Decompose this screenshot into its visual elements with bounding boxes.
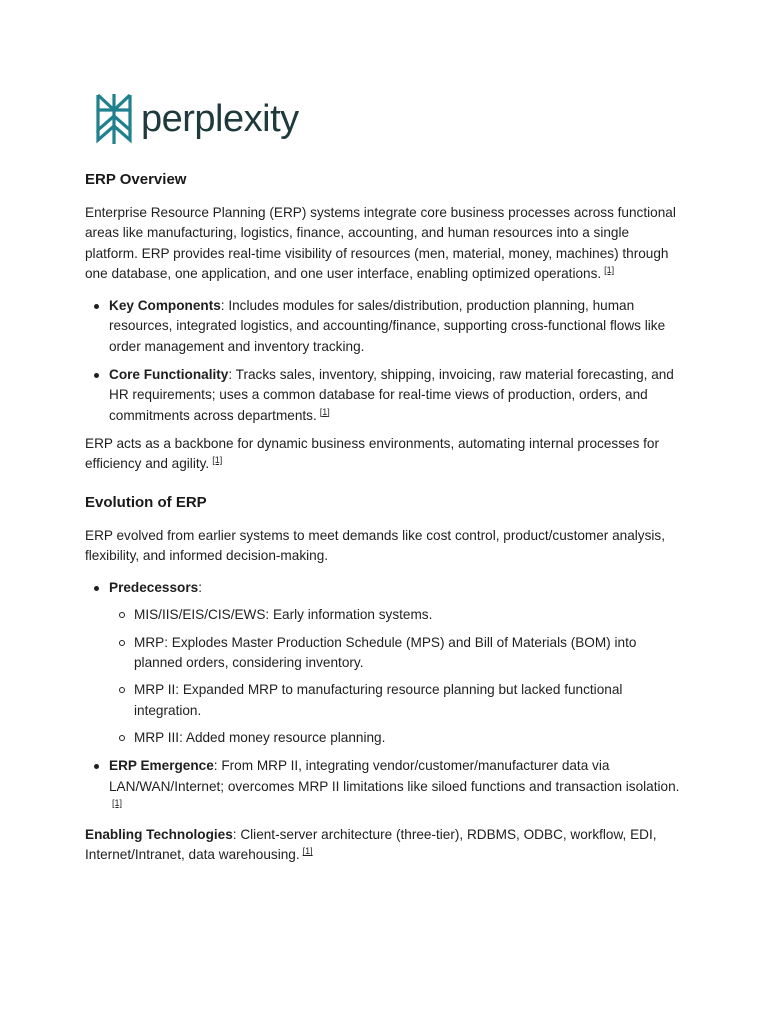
list-item [109,756,685,817]
overview-bullet-list [85,296,685,426]
list-item [109,365,685,426]
list-item: MRP III: Added money resource planning. [134,728,685,748]
answer-content [85,170,685,878]
overview-intro: Enterprise Resource Planning (ERP) systems integrate core business processes across functional areas like manufacturing, logistics, finance, accounting, and human resources into a single platform. ERP provides real-time visibility of resources (men, material, money, machines) through one database, one application, and one user interface, enabling optimized operations. [1] [85,205,676,281]
list-item: Predecessors: MIS/IIS/EIS/CIS/EWS: Early information systems. MRP: Explodes Master Production Schedule (MPS) and Bill of Materials (BOM) into planned orders, considering inventory. MRP II: Expanded MRP to manufacturing resource planning but lacked functional integration. MRP III: Added money resource planning. [109,578,685,748]
bullet-label: Core Functionality [109,367,229,383]
perplexity-logo [93,92,299,146]
evolution-intro: ERP evolved from earlier systems to meet demands like cost control, product/customer analysis, flexibility, and informed decision-making. [85,527,665,563]
perplexity-logo-icon [93,92,135,146]
overview-heading: ERP Overview [85,171,187,188]
list-item [109,296,685,357]
list-item: MRP: Explodes Master Production Schedule (MPS) and Bill of Materials (BOM) into planned orders, considering inventory. [134,633,685,674]
paragraph-label: Enabling Technologies [85,827,233,843]
bullet-label: Key Components [109,298,221,314]
citation-link[interactable]: [1] [212,455,223,466]
bullet-label: ERP Emergence [109,758,214,774]
evolution-bullet-list [85,578,685,817]
brand-name: perplexity [141,98,299,140]
citation-link[interactable]: [1] [302,846,313,857]
enabling-technologies: Enabling Technologies: Client-server architecture (three-tier), RDBMS, ODBC, workflow, EDI, Internet/Intranet, data warehousing. [1] [85,827,657,863]
list-item: MIS/IIS/EIS/CIS/EWS: Early information systems. [134,605,685,625]
predecessors-list [109,605,685,748]
citation-link[interactable]: [1] [112,797,123,808]
evolution-heading: Evolution of ERP [85,493,207,511]
bullet-label: Predecessors [109,580,199,596]
citation-link[interactable]: [1] [319,406,330,417]
citation-link[interactable]: [1] [604,264,615,275]
bullet-text: : From MRP II, integrating vendor/customer/manufacturer data via LAN/WAN/Internet; overcomes MRP II limitations like siloed functions and transaction isolation. [109,758,680,794]
bullet-text: : Tracks sales, inventory, shipping, invoicing, raw material forecasting, and HR requirements; uses a common database for real-time views of production, orders, and commitments across departments. [109,367,674,423]
bullet-text: : Includes modules for sales/distribution, production planning, human resources, integrated logistics, and accounting/finance, supporting cross-functional flows like order management and inventory tracking. [109,298,666,354]
overview-closing: ERP acts as a backbone for dynamic business environments, automating internal processes for efficiency and agility. [1] [85,435,660,472]
list-item: MRP II: Expanded MRP to manufacturing resource planning but lacked functional integration. [134,680,685,721]
